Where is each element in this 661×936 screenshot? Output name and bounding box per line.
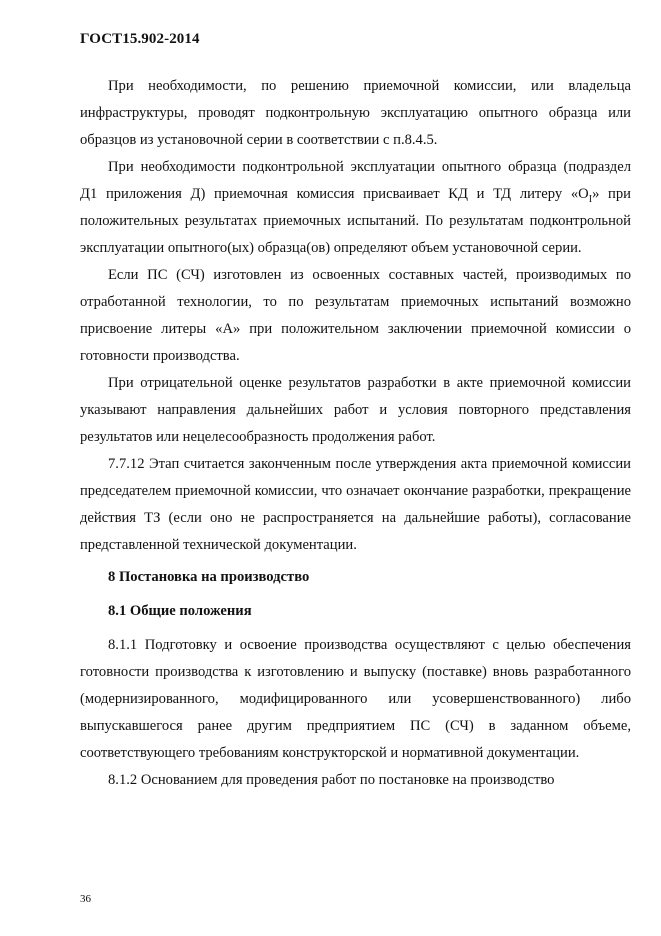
paragraph-basis: 8.1.2 Основанием для проведения работ по постановке на производство <box>108 772 555 788</box>
page-body <box>80 73 631 794</box>
letter-subscript: I <box>588 193 593 205</box>
subsection-heading-general: 8.1 Общие положения <box>108 603 252 619</box>
page-number: 36 <box>80 893 91 905</box>
paragraph-negative-evaluation: При отрицательной оценке результатов разработки в акте приемочной комиссии указывают направления дальнейших работ и условия повторного представления результатов или нецелесообразность продолжения работ. <box>80 375 631 445</box>
paragraph-letter-assignment <box>80 154 631 262</box>
document-code-header: ГОСТ15.902-2014 <box>80 31 200 47</box>
paragraph-letter-a: Если ПС (СЧ) изготовлен из освоенных составных частей, производимых по отработанной технологии, то по результатам приемочных испытаний возможно присвоение литеры «А» при положительном заключении приемочной комиссии о готовности производства. <box>80 267 631 364</box>
paragraph-preparation: 8.1.1 Подготовку и освоение производства осуществляют с целью обеспечения готовности производства к изготовлению и выпуску (поставке) вновь разработанного (модернизированного, модифицированного или усовершенствованного) либо выпускавшегося ранее другим предприятием ПС (СЧ) в заданном объеме, соответствующего требованиям конструкторской и нормативной документации. <box>80 637 631 761</box>
paragraph-letter-assignment-end: » при положительных результатах приемочных испытаний. По результатам подконтрольной эксплуатации опытного(ых) образца(ов) определяют объем установочной серии. <box>80 186 631 256</box>
section-heading-production: 8 Постановка на производство <box>108 569 310 585</box>
paragraph-letter-assignment-start: При необходимости подконтрольной эксплуатации опытного образца (подраздел Д1 приложения Д) приемочная комиссия присваивает КД и ТД литеру «О <box>80 159 631 202</box>
paragraph-trial-operation: При необходимости, по решению приемочной комиссии, или владельца инфраструктуры, проводят подконтрольную эксплуатацию опытного образца или образцов из установочной серии в соответствии с п.8.4.5. <box>80 78 631 148</box>
paragraph-stage-completion: 7.7.12 Этап считается законченным после утверждения акта приемочной комиссии председателем приемочной комиссии, что означает окончание разработки, прекращение действия ТЗ (если оно не распространяется на дальнейшие работы), согласование представленной технической документации. <box>80 456 631 553</box>
